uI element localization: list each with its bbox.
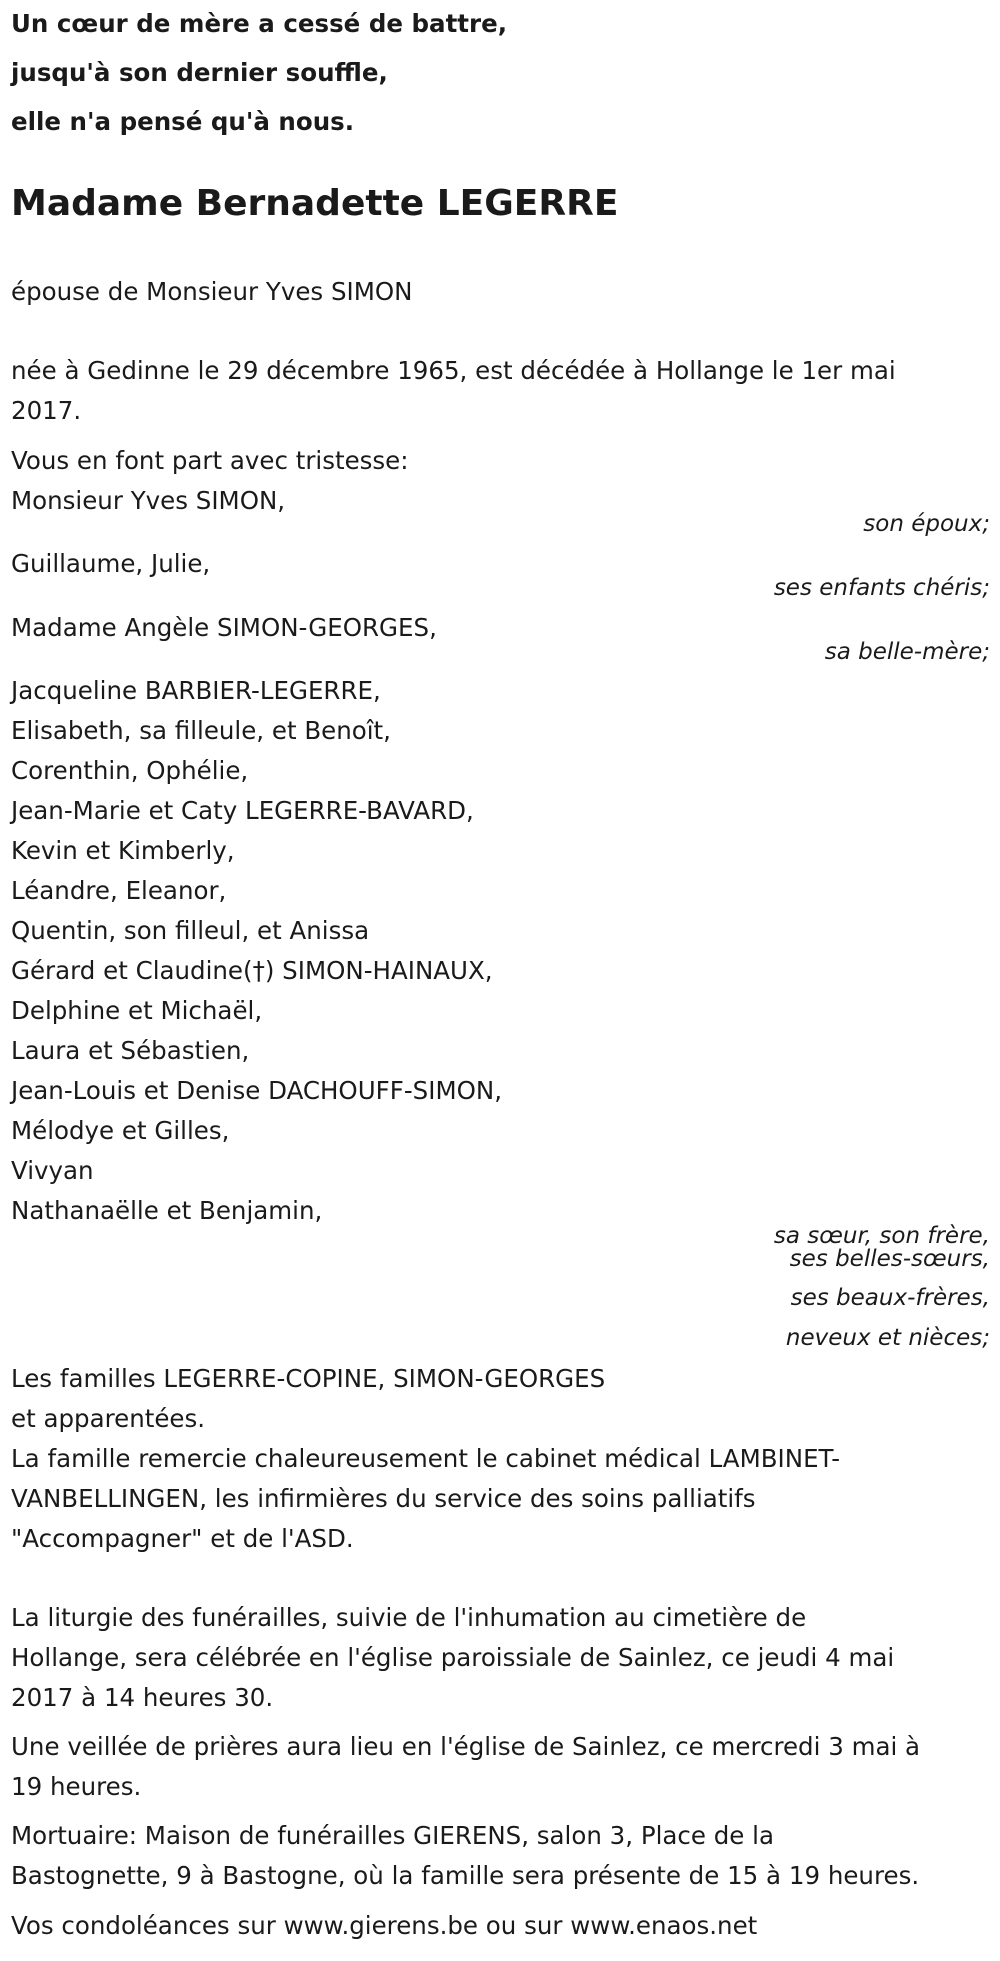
intro-line-3: elle n'a pensé qu'à nous. xyxy=(11,107,355,136)
family-name: Corenthin, Ophélie, xyxy=(11,756,249,785)
birth-death-line-1: née à Gedinne le 29 décembre 1965, est décédée à Hollange le 1er mai xyxy=(11,356,896,385)
family-name: Léandre, Eleanor, xyxy=(11,876,227,905)
family-name: Vivyan xyxy=(11,1156,94,1185)
announce-line: Vous en font part avec tristesse: xyxy=(11,446,409,475)
spouse-line: épouse de Monsieur Yves SIMON xyxy=(11,277,413,306)
family-name: Quentin, son filleul, et Anissa xyxy=(11,916,370,945)
family-role: ses belles-sœurs, xyxy=(789,1246,990,1272)
thanks-line-3: "Accompagner" et de l'ASD. xyxy=(11,1524,354,1553)
mortuary-line-1: Mortuaire: Maison de funérailles GIERENS, salon 3, Place de la xyxy=(11,1821,774,1850)
liturgy-line-2: Hollange, sera célébrée en l'église paroissiale de Sainlez, ce jeudi 4 mai xyxy=(11,1643,895,1672)
condolences-line: Vos condoléances sur www.gierens.be ou sur www.enaos.net xyxy=(11,1911,758,1940)
family-name: Jean-Marie et Caty LEGERRE-BAVARD, xyxy=(11,796,474,825)
family-name: Guillaume, Julie, xyxy=(11,549,211,578)
liturgy-line-3: 2017 à 14 heures 30. xyxy=(11,1683,274,1712)
liturgy-line-1: La liturgie des funérailles, suivie de l'inhumation au cimetière de xyxy=(11,1603,807,1632)
family-name: Jacqueline BARBIER-LEGERRE, xyxy=(11,676,381,705)
family-name: Laura et Sébastien, xyxy=(11,1036,250,1065)
family-role: sa belle-mère; xyxy=(824,639,990,665)
deceased-name: Madame Bernadette LEGERRE xyxy=(11,183,619,224)
mortuary-line-2: Bastognette, 9 à Bastogne, où la famille sera présente de 15 à 19 heures. xyxy=(11,1861,920,1890)
family-role: ses beaux-frères, xyxy=(790,1285,990,1311)
family-name: Nathanaëlle et Benjamin, xyxy=(11,1196,323,1225)
family-name: Gérard et Claudine(†) SIMON-HAINAUX, xyxy=(11,956,493,985)
vigil-line-1: Une veillée de prières aura lieu en l'église de Sainlez, ce mercredi 3 mai à xyxy=(11,1732,921,1761)
family-role: neveux et nièces; xyxy=(785,1325,990,1351)
families-line-2: et apparentées. xyxy=(11,1404,206,1433)
intro-line-1: Un cœur de mère a cessé de battre, xyxy=(11,9,508,38)
family-name: Madame Angèle SIMON-GEORGES, xyxy=(11,613,437,642)
vigil-line-2: 19 heures. xyxy=(11,1772,142,1801)
family-role: son époux; xyxy=(863,511,990,537)
family-name: Mélodye et Gilles, xyxy=(11,1116,230,1145)
family-name: Delphine et Michaël, xyxy=(11,996,263,1025)
thanks-line-1: La famille remercie chaleureusement le cabinet médical LAMBINET- xyxy=(11,1444,841,1473)
family-name: Elisabeth, sa filleule, et Benoît, xyxy=(11,716,391,745)
family-role: sa sœur, son frère, xyxy=(773,1223,990,1249)
thanks-line-2: VANBELLINGEN, les infirmières du service des soins palliatifs xyxy=(11,1484,756,1513)
family-name: Monsieur Yves SIMON, xyxy=(11,486,286,515)
family-role: ses enfants chéris; xyxy=(773,575,990,601)
family-name: Kevin et Kimberly, xyxy=(11,836,235,865)
families-line-1: Les familles LEGERRE-COPINE, SIMON-GEORGES xyxy=(11,1364,606,1393)
family-name: Jean-Louis et Denise DACHOUFF-SIMON, xyxy=(11,1076,502,1105)
birth-death-line-2: 2017. xyxy=(11,396,82,425)
intro-line-2: jusqu'à son dernier souffle, xyxy=(11,58,388,87)
